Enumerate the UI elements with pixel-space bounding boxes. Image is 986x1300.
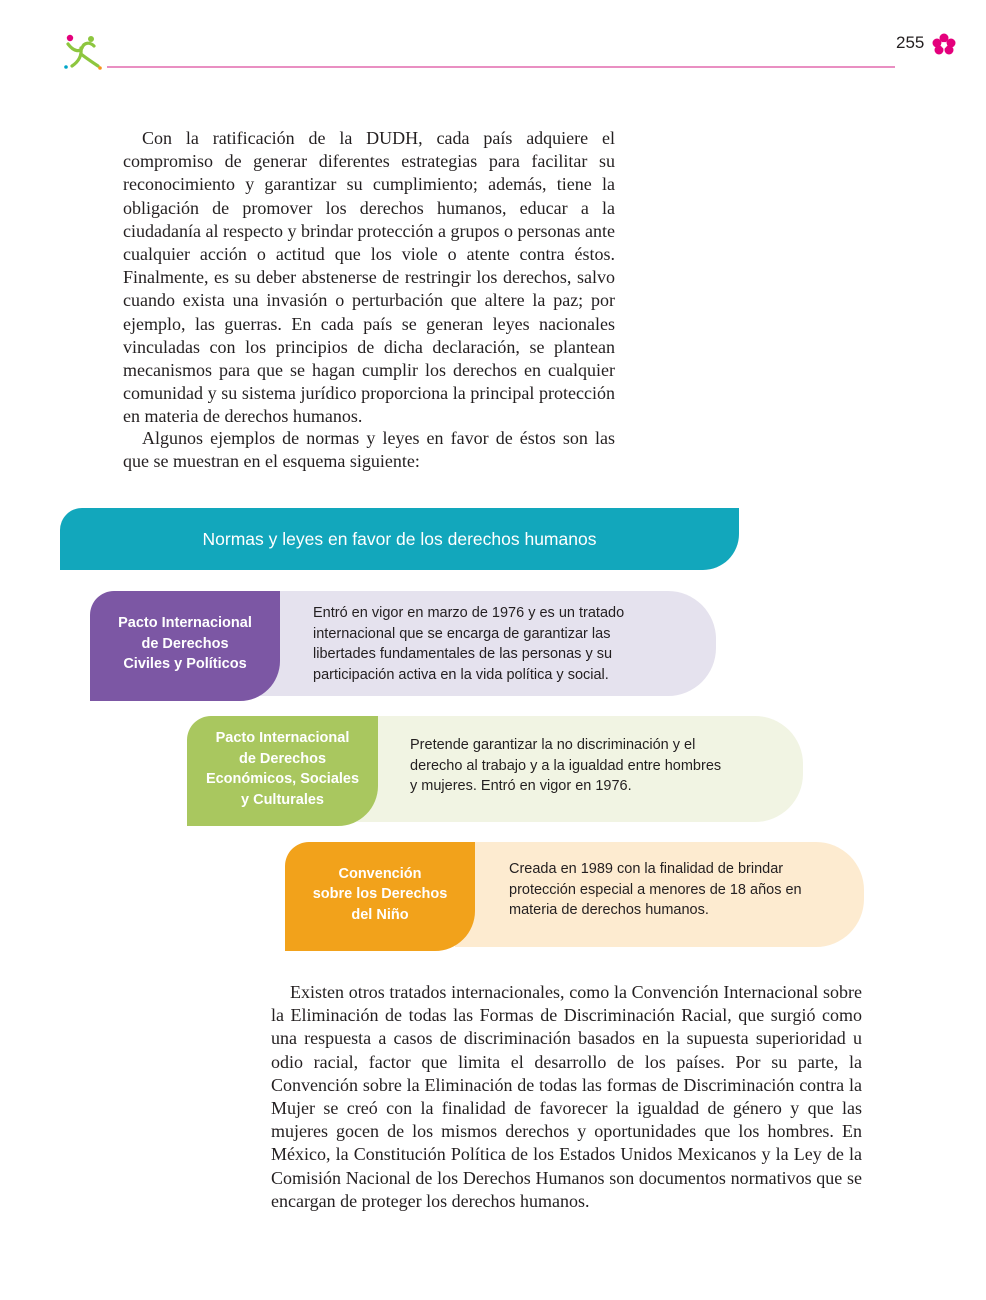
description-text: Entró en vigor en marzo de 1976 y es un tratado internacional que se encarga de garantizar las libertades fundamentales de las personas y su participación activa en la vida política y social. (313, 605, 625, 683)
paragraph-other-treaties: Existen otros tratados internacionales, como la Convención Internacional sobre la Eliminación de todas las Formas de Discriminación Racial, que surgió como una respuesta a casos de discriminación basados en la supuesta superioridad u odio racial, factor que limita el desarrollo de los países. Por su parte, la Convención sobre la Eliminación de todas las formas de Discriminación contra la Mujer se creó con la finalidad de favorecer la igualdad de género y que las mujeres gocen de los mismos derechos y oportunidades que los hombres. En México, la Constitución Política de los Estados Unidos Mexicanos y la Ley de la Comisión Nacional de los Derechos Humanos son documentos normativos que se encargan de proteger los derechos humanos. (271, 982, 862, 1211)
series-logo-icon (60, 30, 104, 74)
label-text: Convención sobre los Derechos del Niño (312, 865, 448, 923)
scheme-item-description (260, 591, 716, 696)
label-text: Pacto Internacional de Derechos Civiles y Políticos (118, 615, 252, 673)
scheme-item-description (357, 716, 803, 822)
page-number: 255 (896, 33, 925, 52)
scheme-item-description (455, 842, 864, 947)
paragraph-examples: Algunos ejemplos de normas y leyes en favor de éstos son las que se muestran en el esquema siguiente: (123, 428, 615, 472)
header-rule (107, 66, 895, 68)
label-text: Pacto Internacional de Derechos Económicos, Sociales y Culturales (205, 730, 360, 808)
scheme-item-label (90, 591, 280, 701)
scheme-title: Normas y leyes en favor de los derechos humanos (60, 508, 739, 570)
scheme-item-label (187, 716, 378, 826)
description-text: Pretende garantizar la no discriminación y el derecho al trabajo y a la igualdad entre hombres y mujeres. Entró en vigor en 1976. (410, 737, 722, 794)
flower-icon (930, 32, 958, 56)
paragraph-intro: Con la ratificación de la DUDH, cada país adquiere el compromiso de generar diferentes estrategias para facilitar su reconocimiento y garantizar su cumplimiento; además, tiene la obligación de promover los derechos humanos, educar a la ciudadanía al respecto y brindar protección a grupos o personas ante cualquier acción o actitud que los viole o atente contra éstos. Finalmente, es su deber abstenerse de restringir los derechos, salvo cuando exista una invasión o perturbación que altere la paz; por ejemplo, las guerras. En cada país se generan leyes nacionales vinculadas con los principios de dicha declaración, se plantean mecanismos para que se hagan cumplir los derechos en cualquier comunidad y su sistema jurídico proporciona la principal protección en materia de derechos humanos. (123, 128, 615, 427)
description-text: Creada en 1989 con la finalidad de brindar protección especial a menores de 18 años en materia de derechos humanos. (509, 861, 802, 918)
scheme-item-label (285, 842, 475, 951)
